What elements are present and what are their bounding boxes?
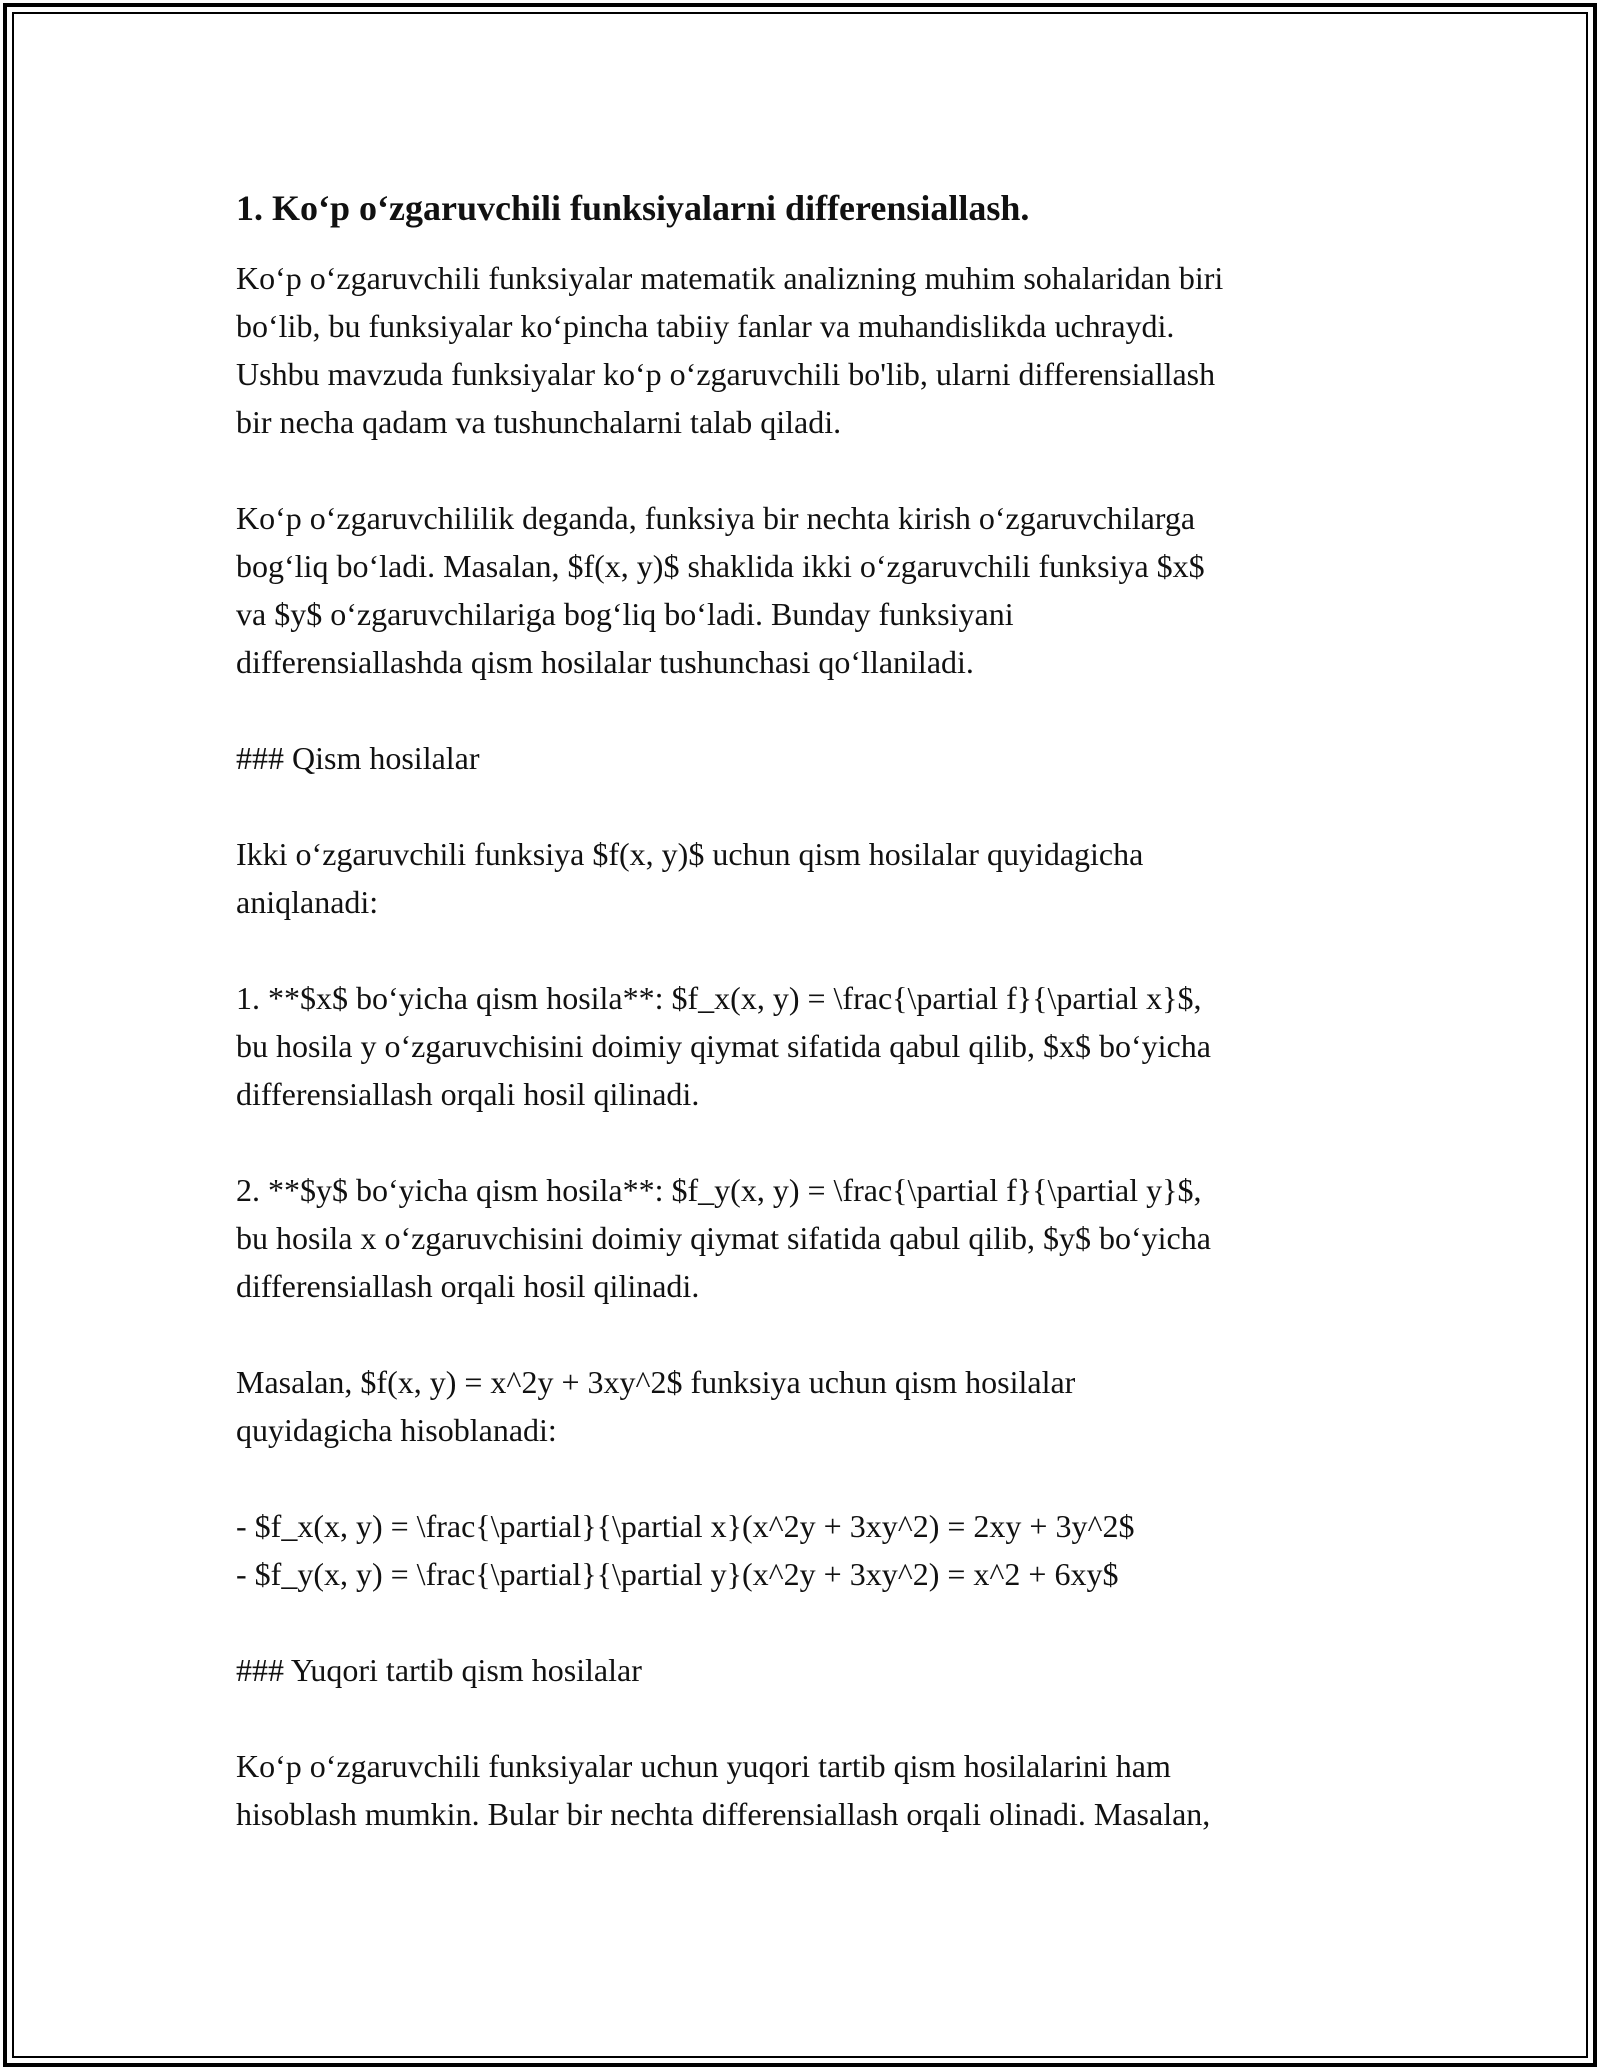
text-line: bu hosila y oʻzgaruvchisini doimiy qiymat sifatida qabul qilib, $x$ boʻyicha bbox=[236, 1028, 1211, 1064]
paragraph-partial-intro bbox=[236, 830, 1396, 926]
text-line: differensiallash orqali hosil qilinadi. bbox=[236, 1268, 700, 1304]
text-line: bu hosila x oʻzgaruvchisini doimiy qiymat sifatida qabul qilib, $y$ boʻyicha bbox=[236, 1220, 1211, 1256]
document-title: 1. Koʻp oʻzgaruvchili funksiyalarni differensiallash. bbox=[236, 188, 1030, 228]
text-line: - $f_y(x, y) = \frac{\partial}{\partial y}(x^2y + 3xy^2) = x^2 + 6xy$ bbox=[236, 1556, 1119, 1592]
text-line: - $f_x(x, y) = \frac{\partial}{\partial x}(x^2y + 3xy^2) = 2xy + 3y^2$ bbox=[236, 1508, 1135, 1544]
text-line: differensiallash orqali hosil qilinadi. bbox=[236, 1076, 700, 1112]
text-line: hisoblash mumkin. Bular bir nechta differensiallash orqali olinadi. Masalan, bbox=[236, 1796, 1211, 1832]
heading-higher-order bbox=[236, 1646, 1396, 1694]
text-line: quyidagicha hisoblanadi: bbox=[236, 1412, 557, 1448]
text-line: differensiallashda qism hosilalar tushunchasi qoʻllaniladi. bbox=[236, 644, 974, 680]
text-line: Koʻp oʻzgaruvchili funksiyalar matematik analizning muhim sohalaridan biri bbox=[236, 260, 1224, 296]
text-line: 1. **$x$ boʻyicha qism hosila**: $f_x(x, y) = \frac{\partial f}{\partial x}$, bbox=[236, 980, 1202, 1016]
text-line: Koʻp oʻzgaruvchili funksiyalar uchun yuqori tartib qism hosilalarini ham bbox=[236, 1748, 1171, 1784]
text-line: boʻlib, bu funksiyalar koʻpincha tabiiy fanlar va muhandislikda uchraydi. bbox=[236, 308, 1175, 344]
text-line: bogʻliq boʻladi. Masalan, $f(x, y)$ shaklida ikki oʻzgaruvchili funksiya $x$ bbox=[236, 548, 1205, 584]
paragraph-higher-intro bbox=[236, 1742, 1396, 1838]
text-line: 2. **$y$ boʻyicha qism hosila**: $f_y(x, y) = \frac{\partial f}{\partial y}$, bbox=[236, 1172, 1202, 1208]
list-item-1 bbox=[236, 974, 1396, 1118]
text-line: ### Yuqori tartib qism hosilalar bbox=[236, 1652, 642, 1688]
heading-partial-derivatives bbox=[236, 734, 1396, 782]
text-line: ### Qism hosilalar bbox=[236, 740, 480, 776]
paragraph-intro bbox=[236, 254, 1396, 446]
list-item-2 bbox=[236, 1166, 1396, 1310]
text-line: Ikki oʻzgaruvchili funksiya $f(x, y)$ uchun qism hosilalar quyidagicha bbox=[236, 836, 1144, 872]
text-line: aniqlanadi: bbox=[236, 884, 379, 920]
text-line: bir necha qadam va tushunchalarni talab qiladi. bbox=[236, 404, 842, 440]
text-line: Ushbu mavzuda funksiyalar koʻp oʻzgaruvchili bo'lib, ularni differensiallash bbox=[236, 356, 1216, 392]
text-line: Masalan, $f(x, y) = x^2y + 3xy^2$ funksiya uchun qism hosilalar bbox=[236, 1364, 1076, 1400]
text-line: Koʻp oʻzgaruvchililik deganda, funksiya bir nechta kirish oʻzgaruvchilarga bbox=[236, 500, 1196, 536]
text-line: va $y$ oʻzgaruvchilariga bogʻliq boʻladi. Bunday funksiyani bbox=[236, 596, 1014, 632]
paragraph-example-intro bbox=[236, 1358, 1396, 1454]
document-body bbox=[236, 184, 1396, 1886]
example-results bbox=[236, 1502, 1396, 1598]
paragraph-definition bbox=[236, 494, 1396, 686]
